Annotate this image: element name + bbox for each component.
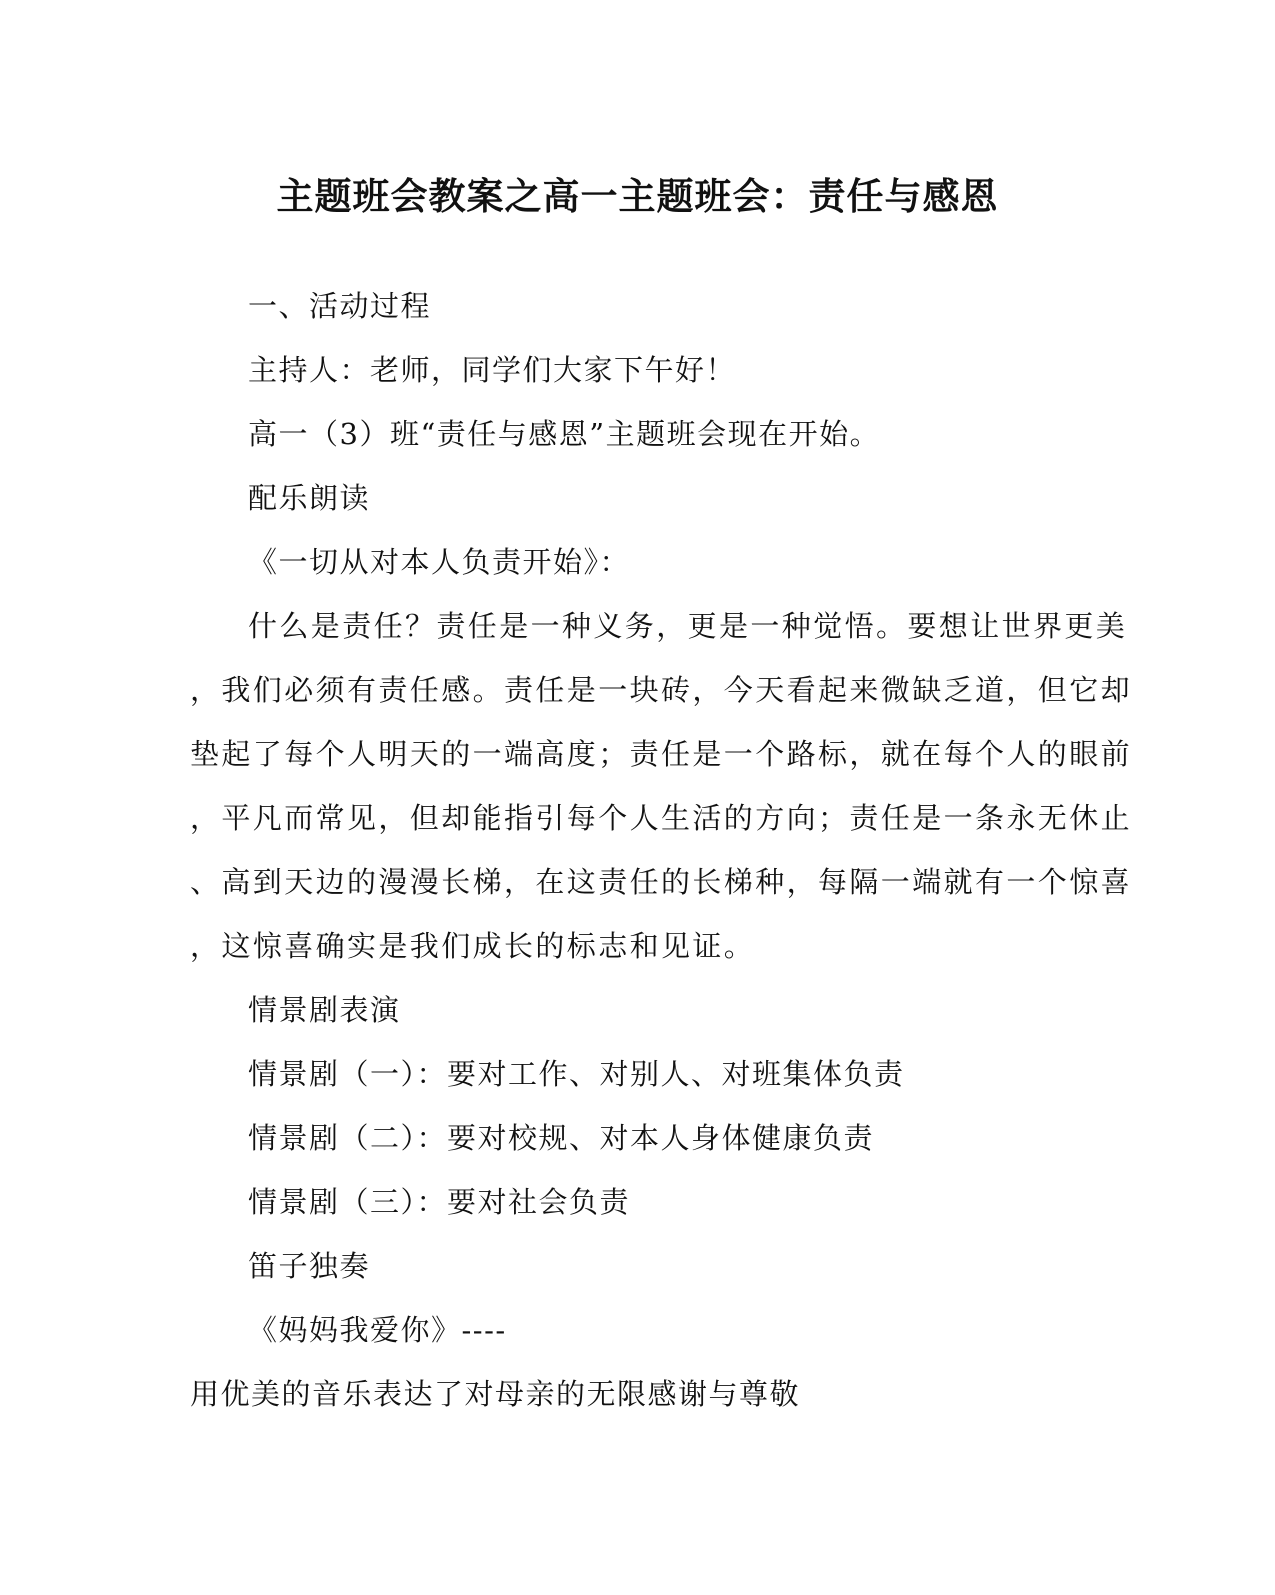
paragraph-line: 笛子独奏 (248, 1249, 371, 1283)
paragraph-line: 情景剧（三）：要对社会负责 (248, 1185, 631, 1219)
paragraph-line: 《一切从对本人负责开始》： (248, 545, 631, 579)
paragraph-line: 用优美的音乐表达了对母亲的无限感谢与尊敬 (190, 1377, 801, 1411)
paragraph-line: 什么是责任？责任是一种义务，更是一种觉悟。要想让世界更美 (248, 609, 1128, 643)
paragraph-line: ，这惊喜确实是我们成长的标志和见证。 (190, 929, 756, 963)
paragraph-line: 、高到天边的漫漫长梯，在这责任的长梯种，每隔一端就有一个惊喜 (190, 865, 1133, 899)
paragraph-line: 情景剧（一）：要对工作、对别人、对班集体负责 (248, 1057, 905, 1091)
paragraph-line: 主持人：老师，同学们大家下午好！ (248, 353, 737, 387)
paragraph-line: 垫起了每个人明天的一端高度；责任是一个路标，就在每个人的眼前 (190, 737, 1133, 771)
document-title: 主题班会教案之高一主题班会：责任与感恩 (276, 174, 999, 218)
paragraph-line: 情景剧表演 (248, 993, 401, 1027)
section-heading: 一、活动过程 (248, 289, 432, 323)
paragraph-line: ，平凡而常见，但却能指引每个人生活的方向；责任是一条永无休止 (190, 801, 1133, 835)
paragraph-line: 配乐朗读 (248, 481, 371, 515)
paragraph-line: 情景剧（二）：要对校规、对本人身体健康负责 (248, 1121, 875, 1155)
paragraph-line: ，我们必须有责任感。责任是一块砖，今天看起来微缺乏道，但它却 (190, 673, 1133, 707)
paragraph-line: 高一（3）班“责任与感恩”主题班会现在开始。 (248, 417, 881, 451)
paragraph-line: 《妈妈我爱你》---- (248, 1313, 507, 1347)
